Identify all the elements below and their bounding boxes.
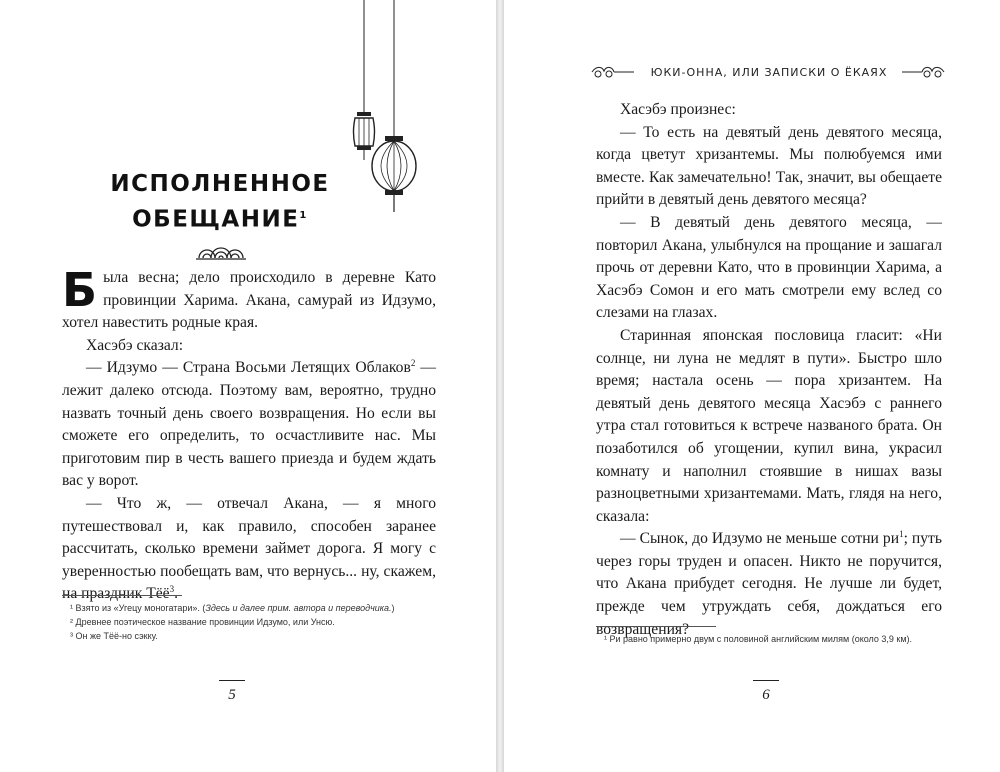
footnote-rule: [62, 595, 182, 596]
paragraph: — Сынок, до Идзумо не меньше сотни $ри^1$; путь через горы труден и опасен. Никто не поручится, что Акана прибудет сегодня. Не лучше ли будет, прежде чем утруждать себя, дождаться его возвращения?: [596, 529, 942, 638]
footnote: ¹ Ри равно примерно двум с половиной английским милям (около 3,9 км).: [604, 634, 913, 644]
drop-cap: Б: [62, 263, 98, 317]
left-body-text: [62, 263, 436, 606]
page-number-bar: [219, 680, 245, 681]
paragraph: Старинная японская пословица гласит: «Ни солнце, ни луна не медлят в пути». Быстро шло время; настала осень — пора хризантем. На девятый день девятого месяца Хасэбэ с раннего утра стал готовиться к встрече названого брата. Он позаботился об угощении, купил вина, украсил комнату и наполнил стоявшие в нишах вазы разноцветными хризантемами. Мать, глядя на него, сказала:: [596, 326, 942, 525]
paragraph: Хасэбэ сказал:: [86, 336, 184, 354]
paragraph: — Что ж, — отвечал Акана, — я много путешествовал и, как правило, способен заранее рассчитать, сколько времени займет дорога. Я могу с уверенностью пообещать вам, что вернусь... ну, скажем, на праздник Тёё$^3$.: [62, 494, 436, 603]
left-page: [0, 0, 496, 772]
paragraph: — Идзумо — Страна Восьми Летящих Облаков$^2$ — лежит далеко отсюда. Поэтому вам, вероятно, трудно назвать точный день своего возвращения. Но если вы сможете его определить, то осчастливите нас. Мы приготовим пир в честь вашего приезда и будем ждать вас у ворот.: [62, 358, 436, 490]
chapter-title: [60, 168, 380, 236]
page-number: 6: [746, 680, 786, 704]
chapter-title-line1: ИСПОЛНЕННОЕ: [110, 171, 330, 197]
footnote: ¹ Взято из «Угецу моногатари». (Здесь и далее прим. автора и переводчика.): [70, 603, 395, 613]
running-head: ЮКИ-ОННА, ИЛИ ЗАПИСКИ О ЁКАЯХ: [650, 66, 888, 79]
paragraph: — В девятый день девятого месяца, — повторил Акана, улыбнулся на прощание и зашагал прочь от деревни Като, что в провинции Харима, а Хасэбэ Сомон и его мать смотрели ему вслед со слезами на глазах.: [596, 213, 942, 322]
footnote-ref: 1: [899, 529, 904, 540]
footnote-ref: 1: [299, 210, 308, 221]
footnote-ref: 3: [169, 584, 175, 595]
paragraph: Была весна; дело происходило в деревне Като провинции Харима. Акана, самурай из Идзумо, хотел навестить родные края.: [62, 263, 436, 332]
right-body-text: [596, 99, 942, 641]
wave-ornament-icon: [196, 238, 246, 260]
paragraph: Хасэбэ произнес:: [620, 101, 736, 118]
left-footnotes: [62, 595, 436, 644]
page-number-bar: [753, 680, 779, 681]
paragraph: — То есть на девятый день девятого месяца, когда цветут хризантемы. Мы полюбуемся ими вместе. Как замечательно! Так, значит, вы обещаете прийти в девятый день девятого месяца?: [596, 123, 942, 209]
cloud-ornament-icon: [900, 64, 946, 80]
book-gutter: [496, 0, 504, 772]
footnote-ref: 2: [410, 358, 416, 369]
page-number: 5: [212, 680, 252, 704]
chapter-title-line2: ОБЕЩАНИЕ: [132, 206, 300, 233]
right-footnotes: [596, 626, 942, 647]
footnote-rule: [596, 626, 716, 627]
footnote: ³ Он же Тёё-но сэкку.: [70, 631, 158, 641]
footnote: ² Древнее поэтическое название провинции Идзумо, или Унсю.: [70, 617, 335, 627]
